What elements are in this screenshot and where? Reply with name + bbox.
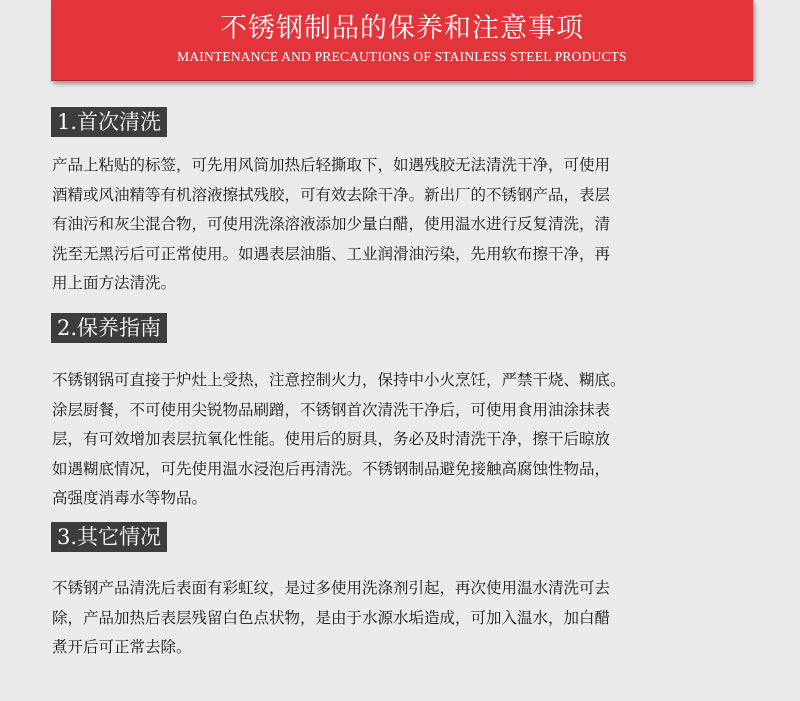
page-subtitle: MAINTENANCE AND PRECAUTIONS OF STAINLESS STEEL PRODUCTS	[177, 49, 627, 64]
section-heading-other-situations: 3.其它情况	[51, 522, 167, 552]
section-body-first-wash: 产品上粘贴的标签，可先用风筒加热后轻撕取下，如遇残胶无法清洗干净，可使用 酒精或风油精等有机溶液擦拭残胶，可有效去除干净。新出厂的不锈钢产品，表层 有油污和灰尘混合物，可使用洗涤溶液添加少量白醋，使用温水进行反复清洗，清 洗至无黑污后可正常使用。如遇表层油脂、工业润滑油污染，先用软布擦干净，再 用上面方法清洗。	[52, 156, 611, 292]
section-body-maintenance-guide: 不锈钢锅可直接于炉灶上受热，注意控制火力，保持中小火烹饪，严禁干烧、糊底。 涂层厨餐，不可使用尖锐物品刷蹭，不锈钢首次清洗干净后，可使用食用油涂抹表 层，有可效增加表层抗氧化性能。使用后的厨具，务必及时清洗干净，擦干后晾放 如遇糊底情况，可先使用温水浸泡后再清洗。不锈钢制品避免接触高腐蚀性物品， 高强度消毒水等物品。	[52, 371, 626, 507]
section-heading-maintenance-guide: 2.保养指南	[51, 313, 167, 343]
section-heading-first-wash: 1.首次清洗	[51, 107, 167, 137]
page-title: 不锈钢制品的保养和注意事项	[220, 13, 584, 44]
section-body-other-situations: 不锈钢产品清洗后表面有彩虹纹，是过多使用洗涤剂引起，再次使用温水清洗可去 除，产品加热后表层残留白色点状物，是由于水源水垢造成，可加入温水，加白醋 煮开后可正常去除。	[52, 579, 611, 656]
title-banner	[51, 0, 753, 81]
